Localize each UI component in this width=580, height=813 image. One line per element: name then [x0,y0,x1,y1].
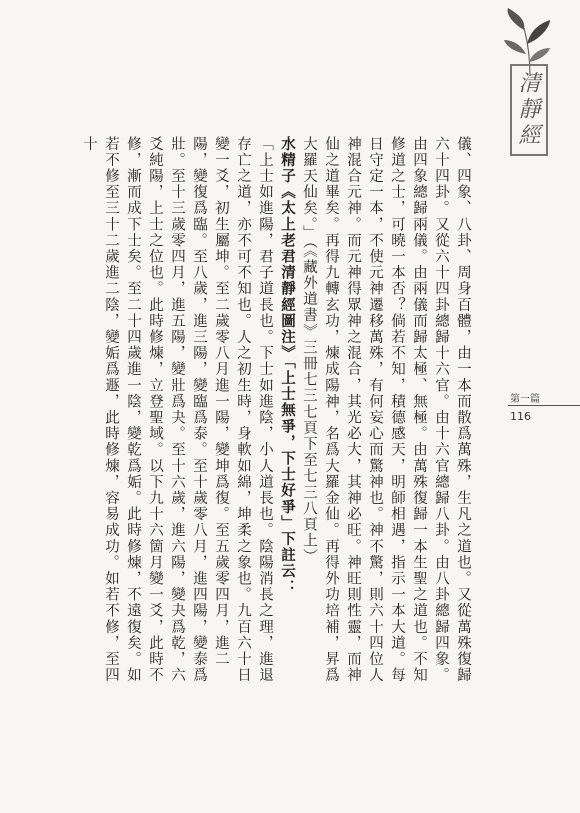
paragraph-continued: 儀、四象、八卦、周身百體，由一本而散爲萬殊，生凡之道也。又從萬殊復歸六十四卦。又從六十四卦總歸十六官。由十六官總歸八卦。由八卦總歸四象。由四象總歸兩儀。由兩儀而歸太極、無極。由萬殊復歸一本生聖之道也。不知修道之士，可曉一本否？倘若不知，積德感天，明師相遇，指示一本大道。每日守定一本，不使元神遷移萬殊，有何妄心而驚神也。神不驚，則六十四位人神混合元神。而元神得眾神之混合，其光必大，其神必旺。神旺則性靈，而神仙之道畢矣。再得九轉玄功，煉成陽神，名爲大羅金仙。再得外功培補，昇爲大羅天仙矣。」（《藏外道書》三冊七三七頁下至七三八頁上） [301,136,471,684]
page-number: 116 [510,410,531,423]
citation-header: 水精子《太上老君清靜經圖注》「上士無爭，下士好爭」下註云： [279,136,296,596]
chapter-divider [508,405,580,406]
text-body [81,136,474,696]
chapter-label: 第一篇 [510,394,540,405]
paragraph-quote: 「上士如進陽，君子道長也。下士如進陰，小人道長也。陰陽消長之理，進退存亡之道，亦不可不知也。人之初生時，身軟如綿，坤柔之象也。九百六十日變一爻，初生屬坤。至二歲零八月進一陽，變坤爲復。至五歲零四月，進二陽，變復爲臨。至八歲，進三陽，變臨爲泰。至十歲零八月，進四陽，變泰爲壯。至十三歲零四月，進五陽，變壯爲夬。至十六歲，進六陽，變夬爲乾，六爻純陽，上士之位也。此時修煉，立登聖域。以下九十六箇月變一爻，此時不修，漸而成下士矣。至二十四歲進一陰，變乾爲姤。此時修煉，不遠復矣。如若不修至三十二歲進二陰，變姤爲遯，此時修煉，容易成功。如若不修，至四十 [81,136,273,684]
book-title: 清靜經 [510,68,548,152]
